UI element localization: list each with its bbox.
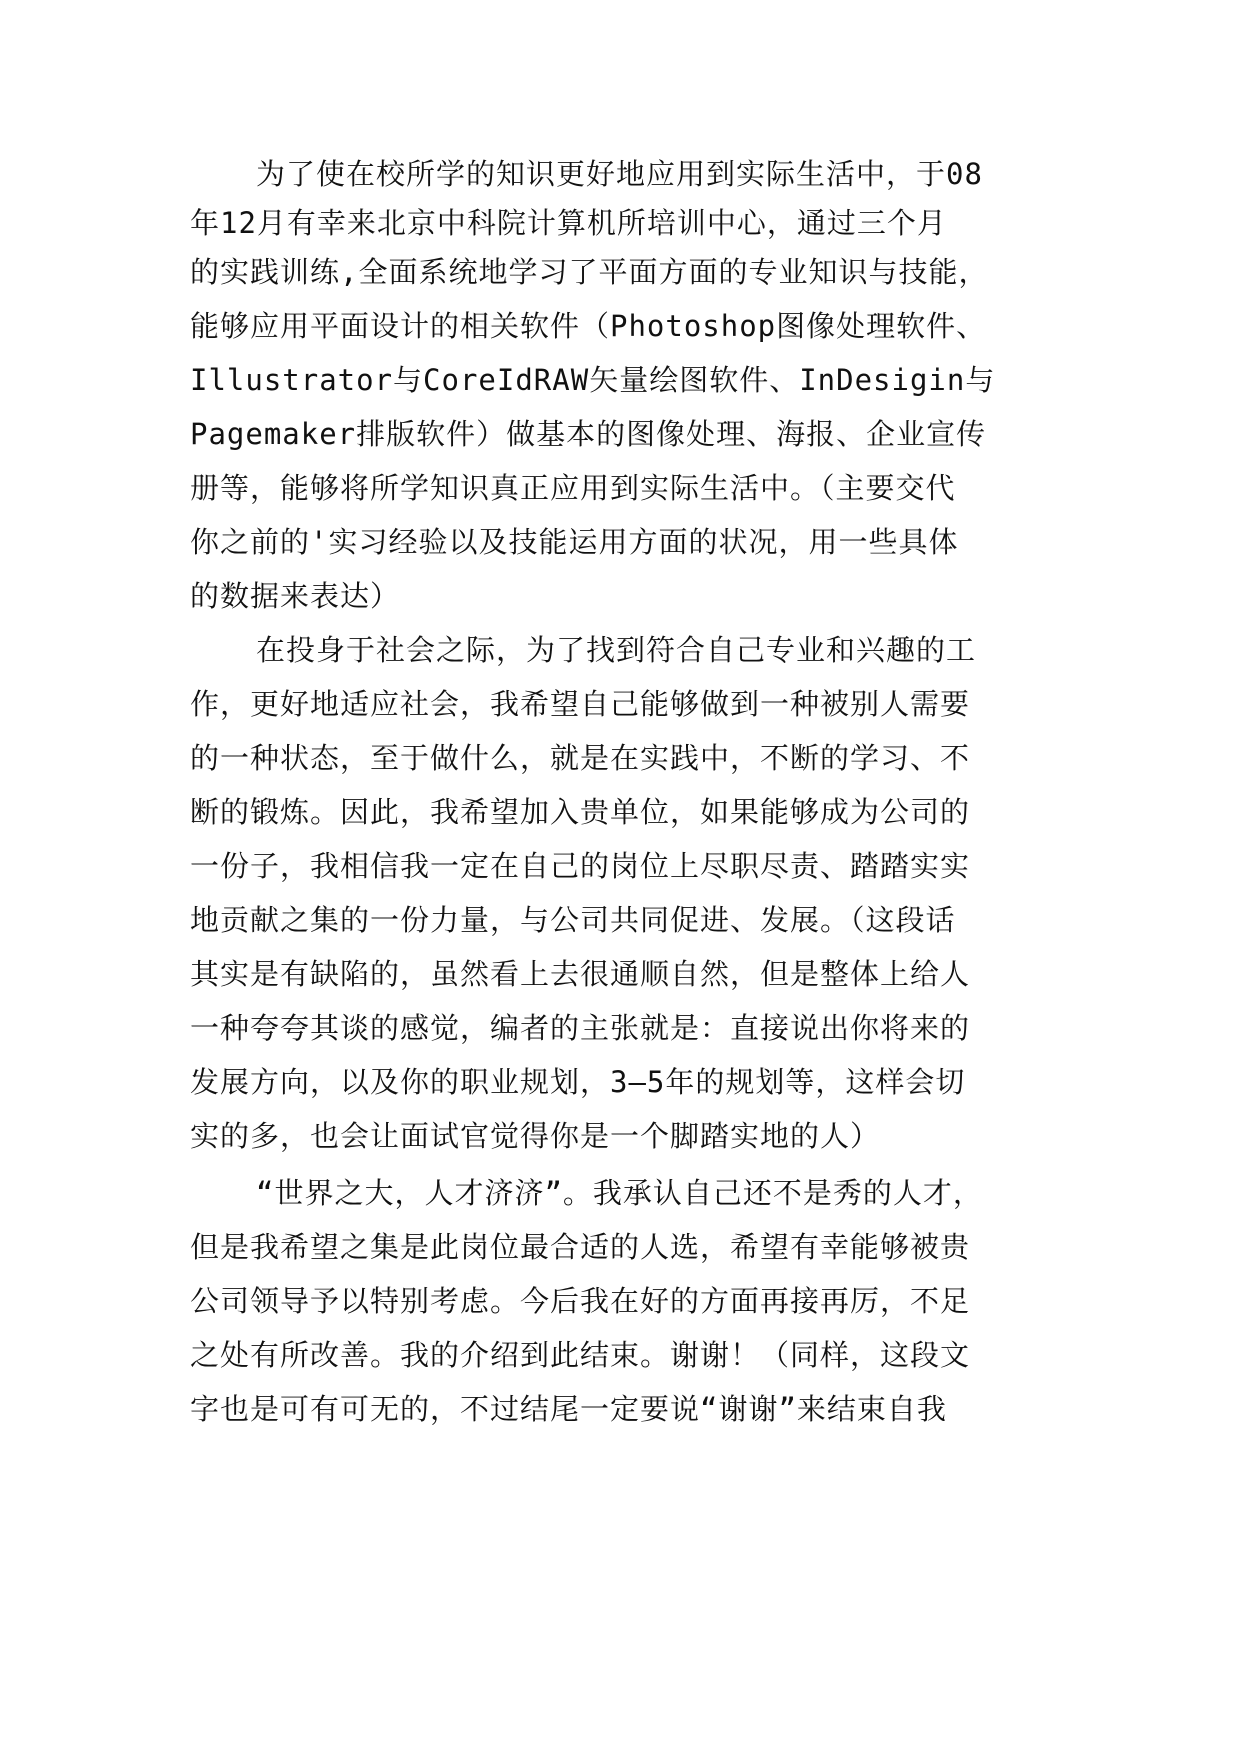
paragraph-1-line-5: Illustrator与CoreIdRAW矢量绘图软件、InDesigin与 <box>190 363 996 397</box>
paragraph-1-line-9: 的数据来表达） <box>190 579 401 613</box>
paragraph-1-line-1: 为了使在校所学的知识更好地应用到实际生活中，于08 <box>256 157 983 191</box>
paragraph-2-line-3: 的一种状态，至于做什么，就是在实践中，不断的学习、不 <box>190 741 971 775</box>
paragraph-1-line-8: 你之前的'实习经验以及技能运用方面的状况，用一些具体 <box>190 525 959 559</box>
paragraph-2-line-6: 地贡献之集的一份力量，与公司共同促进、发展。（这段话 <box>190 903 956 937</box>
paragraph-2-line-2: 作，更好地适应社会，我希望自己能够做到一种被别人需要 <box>190 687 971 721</box>
paragraph-1-line-4: 能够应用平面设计的相关软件（Photoshop图像处理软件、 <box>190 309 987 343</box>
paragraph-1-line-2: 年12月有幸来北京中科院计算机所培训中心，通过三个月 <box>190 206 947 240</box>
paragraph-2-line-8: 一种夸夸其谈的感觉，编者的主张就是：直接说出你将来的 <box>190 1011 971 1045</box>
paragraph-3-line-5: 字也是可有可无的，不过结尾一定要说“谢谢”来结束自我 <box>190 1392 947 1426</box>
paragraph-3-line-1: “世界之大，人才济济”。我承认自己还不是秀的人才， <box>256 1176 983 1210</box>
paragraph-1-line-6: Pagemaker排版软件）做基本的图像处理、海报、企业宣传 <box>190 417 987 451</box>
paragraph-2-line-7: 其实是有缺陷的，虽然看上去很通顺自然，但是整体上给人 <box>190 957 971 991</box>
paragraph-2-line-5: 一份子，我相信我一定在自己的岗位上尽职尽责、踏踏实实 <box>190 849 971 883</box>
paragraph-2-line-1: 在投身于社会之际，为了找到符合自己专业和兴趣的工 <box>256 633 977 667</box>
paragraph-3-line-4: 之处有所改善。我的介绍到此结束。谢谢！（同样，这段文 <box>190 1338 971 1372</box>
paragraph-1-line-3: 的实践训练,全面系统地学习了平面方面的专业知识与技能， <box>190 255 989 289</box>
paragraph-2-line-9: 发展方向，以及你的职业规划，3—5年的规划等，这样会切 <box>190 1065 966 1099</box>
paragraph-2-line-10: 实的多，也会让面试官觉得你是一个脚踏实地的人） <box>190 1119 881 1153</box>
paragraph-3-line-3: 公司领导予以特别考虑。今后我在好的方面再接再厉，不足 <box>190 1284 971 1318</box>
paragraph-1-line-7: 册等，能够将所学知识真正应用到实际生活中。（主要交代 <box>190 471 956 505</box>
paragraph-3-line-2: 但是我希望之集是此岗位最合适的人选，希望有幸能够被贵 <box>190 1230 971 1264</box>
paragraph-2-line-4: 断的锻炼。因此，我希望加入贵单位，如果能够成为公司的 <box>190 795 971 829</box>
